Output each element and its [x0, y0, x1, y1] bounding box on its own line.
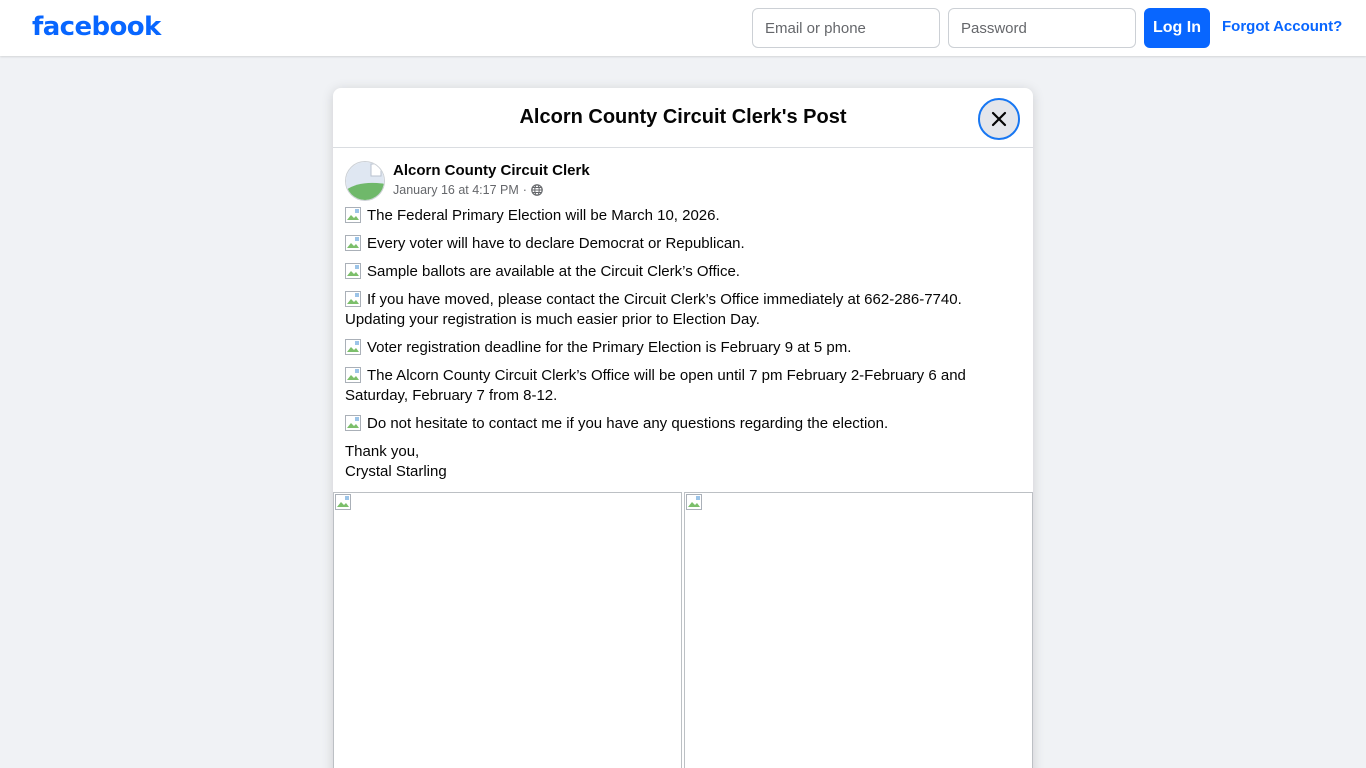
post-meta — [393, 183, 543, 197]
post-modal — [333, 88, 1033, 768]
post-line — [345, 338, 1021, 358]
broken-image-icon — [345, 291, 361, 307]
meta-separator: · — [522, 183, 527, 197]
close-button[interactable] — [978, 98, 1020, 140]
login-button[interactable]: Log In — [1144, 8, 1210, 48]
post-line-text: The Alcorn County Circuit Clerk’s Office will be open until 7 pm February 2-February 6 and Saturday, February 7 from 8-12. — [345, 367, 966, 404]
post-line-text: Every voter will have to declare Democrat or Republican. — [367, 235, 745, 252]
forgot-account-link[interactable]: Forgot Account? — [1222, 18, 1343, 35]
broken-image-icon — [686, 494, 702, 510]
modal-header — [333, 88, 1033, 148]
post-line-text: The Federal Primary Election will be March 10, 2026. — [367, 207, 720, 224]
email-input[interactable] — [752, 8, 940, 48]
signoff-name: Crystal Starling — [345, 463, 447, 480]
post-line-text: Do not hesitate to contact me if you have any questions regarding the election. — [367, 415, 889, 432]
post-line — [345, 262, 1021, 282]
broken-image-icon — [345, 367, 361, 383]
signoff-line: Thank you, — [345, 443, 420, 460]
globe-icon — [531, 184, 543, 196]
modal-title: Alcorn County Circuit Clerk's Post — [519, 106, 847, 128]
top-bar — [0, 0, 1366, 56]
avatar-image — [346, 162, 385, 201]
post-photo-2[interactable] — [684, 492, 1033, 768]
post-photo-1[interactable] — [333, 492, 682, 768]
post-line — [345, 366, 1021, 406]
broken-image-icon — [345, 235, 361, 251]
post-line — [345, 290, 1021, 330]
broken-image-icon — [345, 263, 361, 279]
post-line-text: Sample ballots are available at the Circuit Clerk’s Office. — [367, 263, 740, 280]
broken-image-icon — [345, 339, 361, 355]
post-line-text: If you have moved, please contact the Circuit Clerk’s Office immediately at 662-286-7740. Updating your registration is much easier prior to Election Day. — [345, 291, 962, 328]
facebook-logo[interactable]: facebook — [32, 12, 161, 42]
post-line — [345, 414, 1021, 434]
broken-image-icon — [345, 415, 361, 431]
password-input[interactable] — [948, 8, 1136, 48]
avatar[interactable] — [345, 161, 385, 201]
post-line-text: Voter registration deadline for the Primary Election is February 9 at 5 pm. — [367, 339, 852, 356]
author-name[interactable]: Alcorn County Circuit Clerk — [393, 162, 590, 179]
post-body — [345, 206, 1021, 482]
post-line — [345, 206, 1021, 226]
post-line — [345, 234, 1021, 254]
broken-image-icon — [335, 494, 351, 510]
post-signoff — [345, 442, 1021, 482]
close-icon — [990, 110, 1008, 128]
broken-image-icon — [345, 207, 361, 223]
post-timestamp[interactable]: January 16 at 4:17 PM — [393, 183, 519, 197]
